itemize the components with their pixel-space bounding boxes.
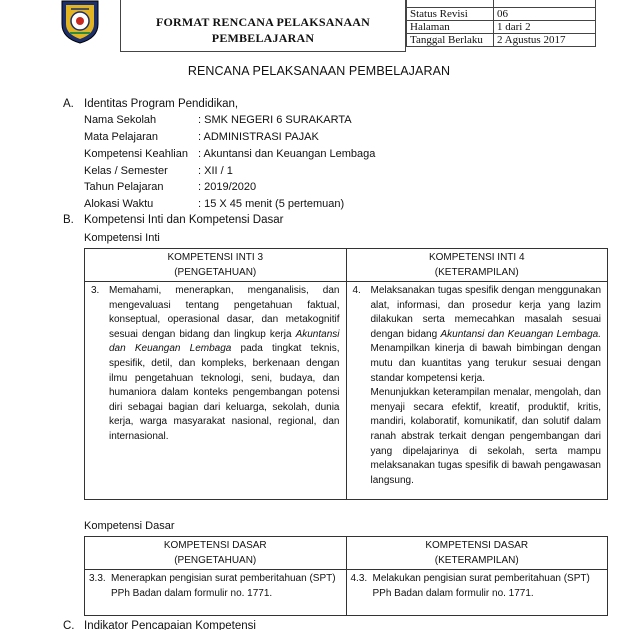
page-title: RENCANA PELAKSANAAN PEMBELAJARAN — [187, 64, 451, 78]
identity-key: Tahun Pelajaran — [84, 181, 164, 193]
ki4-item — [353, 284, 602, 386]
ki3-text: pada tingkat teknis, spesifik, detil, dan kompleks, berkenaan dengan ilmu pengetahuan teknologi, seni, budaya, dan humaniora dalam konteks pengembangan potensi diri sebagai bagian dari keluarga, sekolah, dunia kerja, warga masyarakat nasional, regional, dan internasional. — [109, 343, 340, 442]
header-line: (PENGETAHUAN) — [174, 555, 257, 566]
document-header — [40, 0, 596, 52]
section-title: Identitas Program Pendidikan, — [84, 98, 239, 110]
item-number: 3. — [91, 285, 100, 296]
table-header-kd-keterampilan — [346, 537, 608, 570]
item-number: 4. — [352, 285, 361, 296]
ki3-cell — [85, 282, 347, 500]
ki4-text: Menampilkan kinerja di bawah bimbingan dengan mutu dan kuantitas yang terukur sesuai dengan standar kompetensi kerja. — [370, 343, 601, 384]
meta-value: 2 Agustus 2017 — [494, 33, 596, 46]
ki4-text: Menunjukkan keterampilan menalar, mengolah, dan menyaji secara efektif, kreatif, produktif, kritis, mandiri, kolaboratif, komunikatif, dan solutif dalam ranah abstrak terkait dengan pengembangan dari yang dipelajarinya di sekolah, serta mampu melaksanakan tugas spesifik di bawah pengawasan langsung. — [370, 387, 601, 486]
item-number: 3.3. — [89, 573, 106, 584]
kompetensi-dasar-label: Kompetensi Dasar — [84, 520, 175, 532]
identity-key: Nama Sekolah — [84, 114, 157, 126]
ki3-item — [91, 284, 340, 445]
identity-value: : 2019/2020 — [198, 181, 257, 193]
meta-key: Status Revisi — [407, 7, 494, 20]
ki3-emphasis: Akuntansi dan Keuangan Lembaga — [109, 328, 340, 355]
ki4-text: Melaksanakan tugas spesifik dengan menggunakan alat, informasi, dan prosedur kerja yang lazim dilakukan serta memecahkan masalah sesuai dengan bidang — [370, 285, 601, 340]
document-format-title — [121, 14, 405, 46]
section-title: Indikator Pencapaian Kompetensi — [84, 620, 256, 630]
table-header-ki4 — [346, 249, 608, 282]
section-number: B. — [63, 214, 74, 226]
identity-key: Kelas / Semester — [84, 165, 168, 177]
table-header-row — [85, 537, 608, 570]
kompetensi-dasar-table — [84, 536, 608, 616]
meta-blank-value — [494, 0, 596, 7]
header-line: KOMPETENSI INTI 4 — [428, 252, 525, 263]
kompetensi-inti-label: Kompetensi Inti — [84, 232, 160, 244]
identity-key: Kompetensi Keahlian — [84, 148, 188, 160]
identity-value: : ADMINISTRASI PAJAK — [198, 131, 319, 143]
header-line: (KETERAMPILAN) — [434, 555, 519, 566]
identity-value: : Akuntansi dan Keuangan Lembaga — [198, 148, 376, 160]
identity-value: : XII / 1 — [198, 165, 233, 177]
table-row — [85, 570, 608, 616]
kd33-cell — [85, 570, 347, 616]
header-line: KOMPETENSI INTI 3 — [167, 252, 264, 263]
meta-blank-key — [407, 0, 494, 7]
ki4-emphasis: Akuntansi dan Keuangan Lembaga. — [440, 328, 601, 340]
table-header-ki3 — [85, 249, 347, 282]
identity-key: Alokasi Waktu — [84, 198, 154, 210]
kd43-cell — [346, 570, 608, 616]
logo-cell — [40, 0, 120, 52]
meta-row — [407, 20, 596, 33]
meta-row — [407, 33, 596, 46]
header-line: (KETERAMPILAN) — [434, 267, 519, 278]
section-title: Kompetensi Inti dan Kompetensi Dasar — [84, 214, 284, 226]
section-number: C. — [63, 620, 75, 630]
header-line: KOMPETENSI DASAR — [163, 540, 267, 551]
school-crest-logo — [59, 0, 101, 44]
kd33-item — [89, 572, 340, 601]
header-line: KOMPETENSI DASAR — [425, 540, 529, 551]
document-title-line-2: PEMBELAJARAN — [211, 31, 315, 45]
ki4-cell — [346, 282, 608, 500]
ki4-item-continued — [353, 386, 602, 488]
meta-row — [407, 7, 596, 20]
identity-value: : SMK NEGERI 6 SURAKARTA — [198, 114, 352, 126]
meta-key: Tanggal Berlaku — [407, 33, 494, 46]
kd33-text: Menerapkan pengisian surat pemberitahuan (SPT) PPh Badan dalam formulir no. 1771. — [111, 573, 336, 599]
identity-key: Mata Pelajaran — [84, 131, 158, 143]
kompetensi-inti-table — [84, 248, 608, 500]
kd43-item — [351, 572, 602, 601]
meta-value: 06 — [494, 7, 596, 20]
table-header-kd-pengetahuan — [85, 537, 347, 570]
table-header-row — [85, 249, 608, 282]
meta-key: Halaman — [407, 20, 494, 33]
document-title-line-1: FORMAT RENCANA PELAKSANAAN — [155, 15, 371, 29]
ki3-text: Memahami, menerapkan, menganalisis, dan mengevaluasi tentang pengetahuan faktual, konseptual, operasional dasar, dan metakognitif sesuai dengan bidang dan lingkup kerja — [109, 285, 340, 340]
document-meta-table — [406, 0, 596, 47]
section-number: A. — [63, 98, 74, 110]
header-line: (PENGETAHUAN) — [174, 267, 257, 278]
meta-row-blank — [407, 0, 596, 7]
kd43-text: Melakukan pengisian surat pemberitahuan (SPT) PPh Badan dalam formulir no. 1771. — [372, 573, 590, 599]
document-title-cell — [120, 0, 406, 52]
identity-value: : 15 X 45 menit (5 pertemuan) — [198, 198, 345, 210]
item-number: 4.3. — [350, 573, 368, 584]
meta-value: 1 dari 2 — [494, 20, 596, 33]
table-row — [85, 282, 608, 500]
